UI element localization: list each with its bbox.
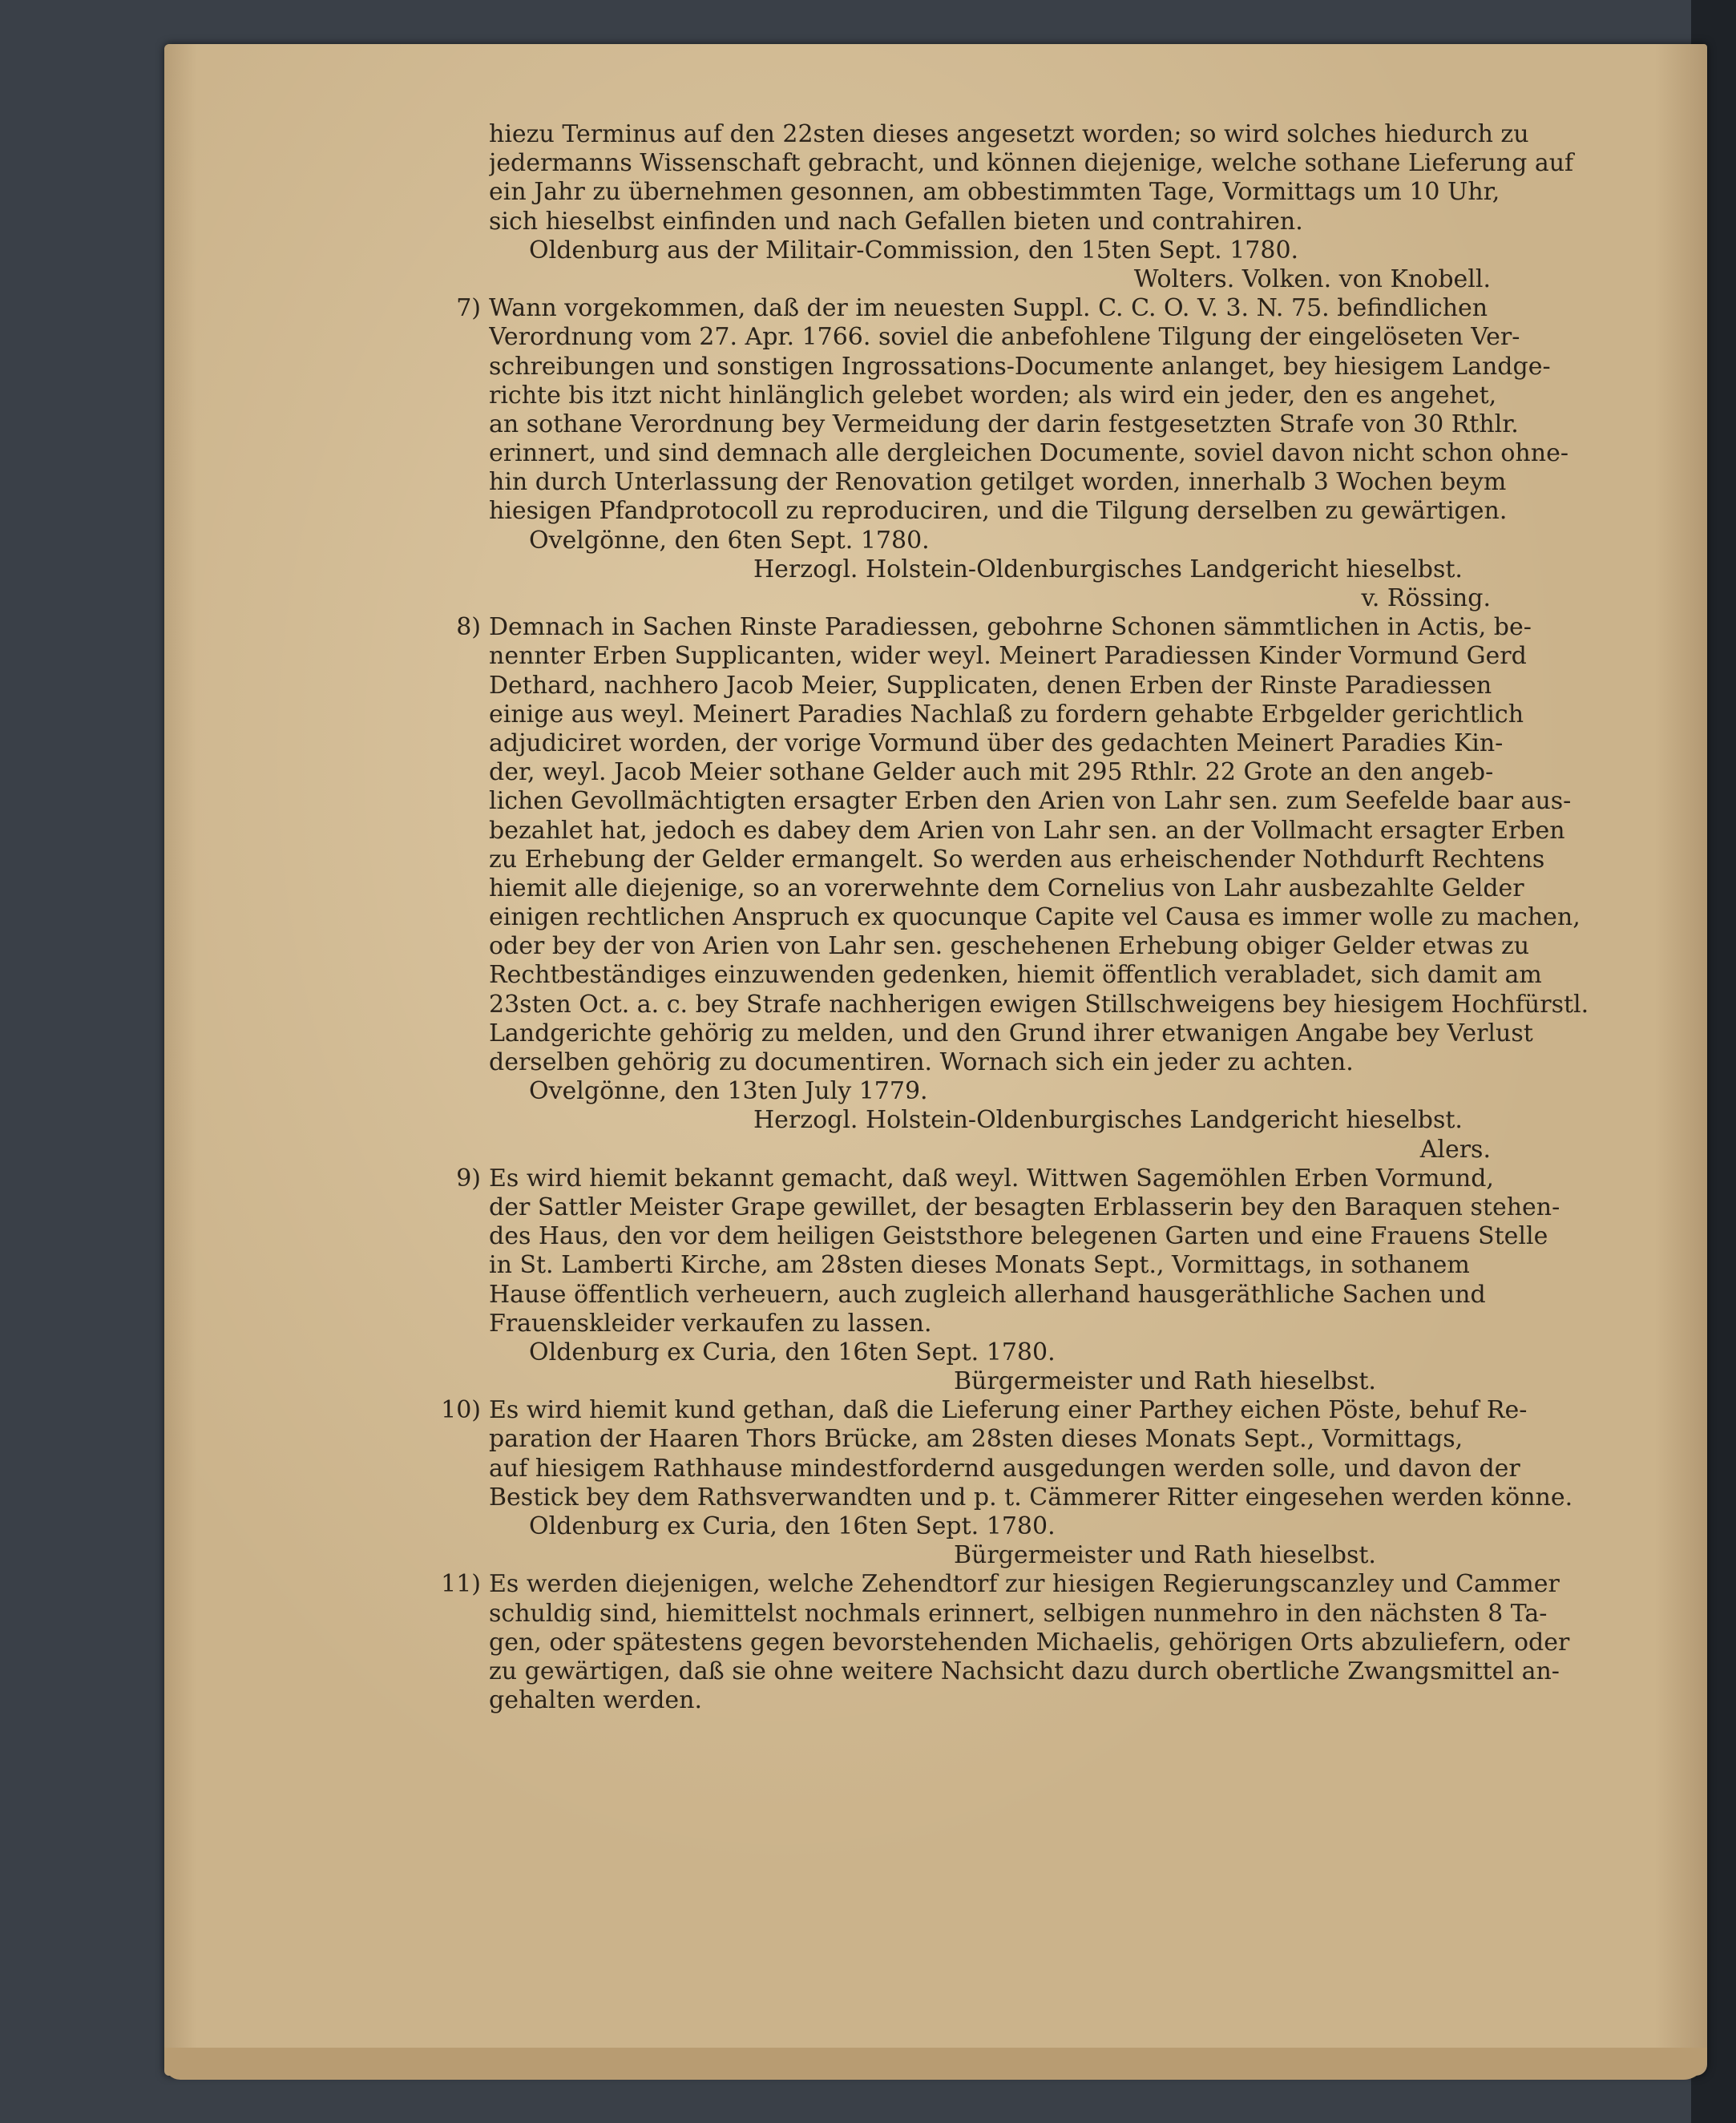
text-line: Es werden diejenigen, welche Zehendtorf zur hiesigen Regierungscanzley und Cammer — [489, 1570, 1560, 1599]
text-line: Hause öffentlich verheuern, auch zugleich allerhand hausgeräthliche Sachen und — [489, 1280, 1486, 1309]
text-line: gehalten werden. — [489, 1686, 703, 1715]
text-line: der, weyl. Jacob Meier sothane Gelder auch mit 295 Rthlr. 22 Grote an den angeb- — [489, 758, 1494, 787]
text-line: schuldig sind, hiemittelst nochmals erinnert, selbigen nunmehro in den nächsten 8 Ta- — [489, 1599, 1548, 1628]
notice-number: 9) — [456, 1164, 481, 1193]
text-line: des Haus, den vor dem heiligen Geiststhore belegenen Garten und eine Frauens Stelle — [489, 1222, 1548, 1251]
text-line: einige aus weyl. Meinert Paradies Nachlaß zu fordern gehabte Erbgelder gerichtlich — [489, 700, 1524, 729]
text-line: hin durch Unterlassung der Renovation getilget worden, innerhalb 3 Wochen beym — [489, 468, 1507, 497]
text-line: oder bey der von Arien von Lahr sen. geschehenen Erhebung obiger Gelder etwas zu — [489, 932, 1530, 961]
signature-name: v. Rössing. — [1361, 584, 1491, 612]
text-line: hiemit alle diejenige, so an vorerwehnte dem Cornelius von Lahr ausbezahlte Gelder — [489, 874, 1524, 902]
paper-bottom-edge — [164, 2048, 1707, 2080]
text-line: Verordnung vom 27. Apr. 1766. soviel die anbefohlene Tilgung der eingelöseten Ver- — [489, 323, 1520, 352]
text-line: adjudiciret worden, der vorige Vormund über des gedachten Meinert Paradies Kin- — [489, 729, 1504, 757]
text-line: derselben gehörig zu documentiren. Wornach sich ein jeder zu achten. — [489, 1048, 1354, 1076]
text-line: Es wird hiemit kund gethan, daß die Lieferung einer Parthey eichen Pöste, behuf Re- — [489, 1396, 1528, 1425]
text-line: zu Erhebung der Gelder ermangelt. So werden aus erheischender Nothdurft Rechtens — [489, 845, 1545, 874]
notice-number: 8) — [456, 613, 481, 642]
place-date: Ovelgönne, den 6ten Sept. 1780. — [529, 526, 930, 555]
text-line: in St. Lamberti Kirche, am 28sten dieses Monats Sept., Vormittags, in sothanem — [489, 1251, 1470, 1280]
text-line: Es wird hiemit bekannt gemacht, daß weyl. Wittwen Sagemöhlen Erben Vormund, — [489, 1164, 1494, 1193]
text-line: sich hieselbst einfinden und nach Gefallen bieten und contrahiren. — [489, 207, 1303, 236]
signature-authority: Herzogl. Holstein-Oldenburgisches Landgericht hieselbst. — [753, 1106, 1463, 1135]
notice-number: 7) — [456, 294, 481, 323]
text-line: Dethard, nachhero Jacob Meier, Supplicaten, denen Erben der Rinste Paradiessen — [489, 671, 1492, 700]
text-line: Demnach in Sachen Rinste Paradiessen, gebohrne Schonen sämmtlichen in Actis, be- — [489, 613, 1532, 642]
text-line: ein Jahr zu übernehmen gesonnen, am obbestimmten Tage, Vormittags um 10 Uhr, — [489, 178, 1500, 207]
text-line: Frauenskleider verkaufen zu lassen. — [489, 1309, 932, 1338]
text-line: zu gewärtigen, daß sie ohne weitere Nachsicht dazu durch obertliche Zwangsmittel an- — [489, 1657, 1560, 1685]
text-line: schreibungen und sonstigen Ingrossations-Documente anlanget, bey hiesigem Landge- — [489, 352, 1551, 381]
notice-9 — [456, 1164, 1595, 1397]
text-line: der Sattler Meister Grape gewillet, der besagten Erblasserin bey den Baraquen stehen- — [489, 1193, 1560, 1221]
signature-name: Alers. — [1419, 1135, 1491, 1164]
text-line: gen, oder spätestens gegen bevorstehenden Michaelis, gehörigen Orts abzuliefern, oder — [489, 1628, 1570, 1657]
text-line: Bestick bey dem Rathsverwandten und p. t. Cämmerer Ritter eingesehen werden könne. — [489, 1483, 1573, 1512]
text-line: jedermanns Wissenschaft gebracht, und können diejenige, welche sothane Lieferung auf — [489, 149, 1574, 178]
text-line: an sothane Verordnung bey Vermeidung der darin festgesetzten Strafe von 30 Rthlr. — [489, 410, 1519, 438]
place-date: Ovelgönne, den 13ten July 1779. — [529, 1077, 928, 1106]
text-line: Wann vorgekommen, daß der im neuesten Suppl. C. C. O. V. 3. N. 75. befindlichen — [489, 294, 1488, 323]
place-date: Oldenburg ex Curia, den 16ten Sept. 1780. — [529, 1338, 1056, 1366]
place-date: Oldenburg ex Curia, den 16ten Sept. 1780. — [529, 1512, 1056, 1540]
signature: Wolters. Volken. von Knobell. — [1133, 264, 1491, 293]
text-line: Landgerichte gehörig zu melden, und den Grund ihrer etwanigen Angabe bey Verlust — [489, 1019, 1533, 1047]
text-line: hiesigen Pfandprotocoll zu reproduciren, und die Tilgung derselben zu gewärtigen. — [489, 497, 1508, 526]
document-text — [441, 120, 1595, 1715]
notice-continuation — [489, 120, 1595, 294]
notice-number: 11) — [441, 1570, 481, 1599]
text-line: Rechtbeständiges einzuwenden gedenken, hiemit öffentlich verabladet, sich damit am — [489, 961, 1542, 990]
place-date: Oldenburg aus der Militair-Commission, den 15ten Sept. 1780. — [529, 236, 1299, 264]
text-line: einigen rechtlichen Anspruch ex quocunque Capite vel Causa es immer wolle zu machen, — [489, 903, 1581, 932]
signature: Bürgermeister und Rath hieselbst. — [954, 1541, 1376, 1570]
text-line: bezahlet hat, jedoch es dabey dem Arien von Lahr sen. an der Vollmacht ersagter Erben — [489, 816, 1565, 845]
text-line: hiezu Terminus auf den 22sten dieses angesetzt worden; so wird solches hiedurch zu — [489, 120, 1529, 148]
signature: Bürgermeister und Rath hieselbst. — [954, 1367, 1376, 1396]
text-line: 23sten Oct. a. c. bey Strafe nachherigen ewigen Stillschweigens bey hiesigem Hochfürstl. — [489, 990, 1589, 1019]
notice-number: 10) — [441, 1396, 481, 1425]
text-line: nennter Erben Supplicanten, wider weyl. Meinert Paradiessen Kinder Vormund Gerd — [489, 642, 1527, 671]
signature-authority: Herzogl. Holstein-Oldenburgisches Landgericht hieselbst. — [753, 555, 1463, 583]
notice-10 — [441, 1396, 1595, 1570]
notice-11 — [441, 1570, 1595, 1715]
text-line: lichen Gevollmächtigten ersagter Erben den Arien von Lahr sen. zum Seefelde baar aus- — [489, 787, 1572, 816]
notice-7 — [456, 294, 1595, 613]
notice-8 — [456, 613, 1595, 1164]
text-line: paration der Haaren Thors Brücke, am 28sten dieses Monats Sept., Vormittags, — [489, 1425, 1463, 1454]
text-line: erinnert, und sind demnach alle dergleichen Documente, soviel davon nicht schon ohne- — [489, 439, 1568, 468]
text-line: auf hiesigem Rathhause mindestfordernd ausgedungen werden solle, und davon der — [489, 1454, 1520, 1483]
text-line: richte bis itzt nicht hinlänglich gelebet worden; als wird ein jeder, den es angehet, — [489, 381, 1497, 410]
